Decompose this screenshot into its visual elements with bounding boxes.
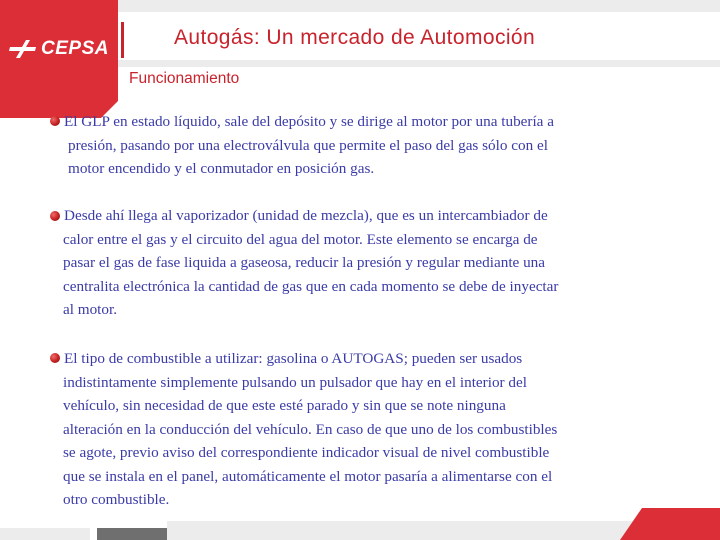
paragraph-line: al motor. [63,301,117,318]
footer-band-left [0,528,90,540]
paragraph-line: presión, pasando por una electroválvula que permite el paso del gas sólo con el [68,136,548,154]
paragraph-line: El GLP en estado líquido, sale del depósito y se dirige al motor por una tubería a [64,113,554,130]
paragraph-line: centralita electrónica la cantidad de gas que en cada momento se debe de inyectar [63,277,559,295]
bullet-icon [50,353,60,363]
paragraph-line: que se instala en el panel, automáticamente el motor pasaría a alimentarse con el [63,467,553,485]
cepsa-wing-icon [8,38,38,60]
paragraph-1 [64,110,554,181]
paragraph-line: motor encendido y el conmutador en posición gas. [68,160,375,177]
footer-accent [620,508,720,540]
header-band-lower [118,60,720,67]
paragraph-line: vehículo, sin necesidad de que este esté parado y sin que se note ninguna [63,397,506,414]
paragraph-line: calor entre el gas y el circuito del agua del motor. Este elemento se encarga de [63,230,538,248]
footer-band [167,521,637,540]
brand-name: CEPSA [41,38,109,59]
paragraph-line: pasar el gas de fase liquida a gaseosa, reducir la presión y regular mediante una [63,254,546,271]
page-title: Autogás: Un mercado de Automoción [174,26,536,49]
paragraph-2 [64,204,558,322]
paragraph-line: se agote, previo aviso del correspondiente indicador visual de nivel combustible [63,444,550,461]
paragraph-line: El tipo de combustible a utilizar: gasolina o AUTOGAS; pueden ser usados [64,350,523,367]
header-band [118,0,720,12]
title-divider [121,22,124,58]
paragraph-line: alteración en la conducción del vehículo. En caso de que uno de los combustibles [63,420,558,438]
cepsa-logo [8,38,109,60]
bullet-icon [50,116,60,126]
paragraph-line: Desde ahí llega al vaporizador (unidad de mezcla), que es un intercambiador de [64,207,548,224]
section-subtitle: Funcionamiento [129,70,240,87]
paragraph-3 [64,347,557,512]
paragraph-line: indistintamente simplemente pulsando un pulsador que hay en el interior del [63,373,527,391]
footer-band-dark [97,528,167,540]
bullet-icon [50,211,60,221]
paragraph-line: otro combustible. [63,491,170,508]
